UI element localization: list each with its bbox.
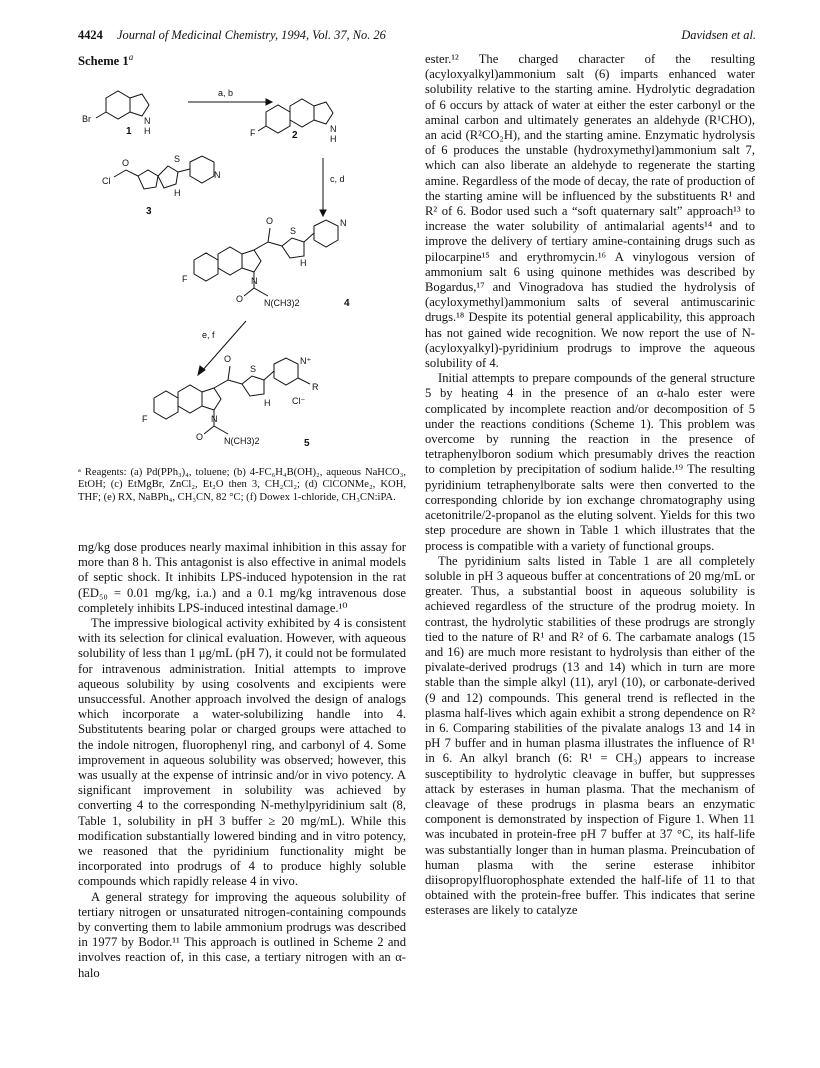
chloride-counterion-label: Cl⁻ (292, 396, 306, 406)
compound-2-label: 2 (292, 130, 298, 141)
n-atom-label: N (214, 170, 221, 180)
nme2-group-label: N(CH3)2 (224, 436, 260, 446)
compound-5-structure (154, 358, 310, 434)
scheme-footnote: ᵃ Reagents: (a) Pd(PPh₃)₄, toluene; (b) 4-FC₆H₄B(OH)₂, aqueous NaHCO₃, EtOH; (c) EtMgBr, ZnCl₂, Et₂O then 3, CH₂Cl₂; (d) ClCONMe₂, KOH, THF; (e) RX, NaBPh₄, CH₃CN, 82 °C; (f) Dowex 1-chloride, CH₃CN:iPA. (78, 467, 406, 503)
h-atom-label: H (330, 134, 337, 144)
o-atom-label: O (224, 354, 232, 364)
reagents-step-2: c, d (330, 174, 345, 184)
o-atom-label: O (266, 216, 274, 226)
cl-atom-label: Cl (102, 176, 111, 186)
n-atom-label: N (251, 276, 258, 286)
paragraph: ester.¹² The charged character of the resulting (acyloxyalkyl)ammonium salt (6) imparts enhanced water solubility relative to the starting amine. Hydrolytic degradation of 6 occurs by attack of water at either the ester carbonyl or the aminal carbon and ultimately generates an aldehyde (R¹CHO), an acid (R²CO₂H), and the starting amine. Enzymatic hydrolysis of 6 produces the unstable (hydroxymethyl)ammonium salt 7, which can also liberate an aldehyde to regenerate the starting amine. Regardless of the mode of decay, the rate of production of the starting amine will be influenced by the substituents R¹ and R² of 6. Bodor used such a “soft quaternary salt” approach¹³ to increase the water solubility of antimalarial agents¹⁴ and to improve the delivery of tertiary amine-containing drugs such as pilocarpine¹⁵ and erythromycin.¹⁶ A vinylogous version of ammonium salt 6 using quinone methides was described by Bogardus,¹⁷ and Vinogradova has studied the hydrolysis of (acyloxymethyl)ammonium salts of several antimuscarinic drugs.¹⁸ Despite its potential general applicability, this approach has not gained wide recognition. We now report the use of N-(acyloxyalkyl)-pyridinium prodrugs to improve the aqueous solubility of 4. (425, 52, 755, 371)
r-group-label: R (312, 382, 319, 392)
compound-3-label: 3 (146, 206, 152, 217)
page-number: 4424 (78, 28, 103, 42)
n-atom-label: N (330, 124, 337, 134)
reagents-step-3: e, f (202, 330, 215, 340)
nme2-group-label: N(CH3)2 (264, 298, 300, 308)
s-atom-label: S (174, 154, 181, 164)
compound-4-label: 4 (344, 298, 350, 309)
compound-2-structure (258, 99, 333, 133)
nplus-atom-label: N⁺ (300, 356, 312, 366)
f-atom-label: F (250, 128, 256, 138)
running-authors: Davidsen et al. (681, 28, 756, 42)
f-atom-label: F (182, 274, 188, 284)
compound-5-label: 5 (304, 438, 310, 449)
page-header (0, 28, 820, 48)
h-atom-label: H (144, 126, 151, 136)
compound-1-structure (96, 91, 149, 119)
o-atom-label: O (196, 432, 204, 442)
h-atom-label: H (264, 398, 271, 408)
br-atom-label: Br (82, 114, 91, 124)
s-atom-label: S (250, 364, 257, 374)
paragraph: The pyridinium salts listed in Table 1 are all completely soluble in pH 3 aqueous buffer at concentrations of 20 mg/mL or greater. Thus, a substantial boost in aqueous solubility is achieved regardless of the structure of the prodrug moiety. In contrast, the hydrolytic stabilities of these prodrugs are strongly tied to the nature of R¹ and R² of 6. The carbamate analogs (15 and 16) are much more resistant to hydrolysis than either of the pivalate-derived prodrugs (13 and 14) which in turn are more stable than the simple alkyl (11), aryl (10), or carbonate-derived (9 and 12) compounds. This general trend is reflected in the plasma half-lives which again exhibit a strong dependence on R² in 6. Comparing stabilities of the pivalate analogs 13 and 14 in pH 7 buffer and in human plasma illustrates the influence of R¹ in 6. An alkyl branch (6: R¹ = CH₃) appears to increase susceptibility to hydrolytic cleavage in buffer, but suppresses attack by esterases in human plasma. That the mechanism of cleavage of these prodrugs in plasma bears an enzymatic component is demonstrated by inspection of Figure 1. When 11 was incubated in protein-free pH 7 buffer at 37 °C, its half-life was substantially longer than in human plasma. Preincubation of human plasma with the serine esterase inhibitor diisopropylfluorophosphate extended the half-life of 11 to that obtained with the protein-free buffer. This indicates that serine esterases are likely to catalyze (425, 553, 755, 918)
left-column (78, 540, 406, 981)
compound-4-structure (194, 220, 338, 296)
scheme-title: Scheme 1$^a$ (78, 52, 134, 69)
paragraph: The impressive biological activity exhibited by 4 is consistent with its selection for clinical evaluation. However, with aqueous solubility of less than 1 μg/mL (pH 7), it could not be formulated for intravenous administration. Initial attempts to improve aqueous solubility by using cosolvents and excipients were unsuccessful. Another approach involved the design of analogs which incorporate a water-solubilizing handle into 4. Substitutents bearing polar or charged groups were attached to the indole nitrogen, fluorophenyl ring, and carbonyl of 4. Some improvement in aqueous solubility was observed; however, this was usually at the expense of intrinsic and/or in vivo potency. A significant improvement in solubility was achieved by converting 4 to the corresponding N-methylpyridinium salt (8, Table 1, solubility in pH 3 buffer ≥ 20 mg/mL). While this modification substantially lowered binding and in vitro potency, we reasoned that the pyridinium functionality might be incorporated into prodrugs of 4 to produce highly soluble compounds which rapidly release 4 in vivo. (78, 616, 406, 889)
n-atom-label: N (211, 414, 218, 424)
paragraph: Initial attempts to prepare compounds of the general structure 5 by heating 4 in the presence of an α-halo ester were complicated by incomplete reaction and/or decomposition of 5 under the reactions conditions (Scheme 1). This problem was overcome by running the reaction in the presence of tetraphenylboron sodium which presumably drives the reaction to completion by precipitation of sodium halide.¹⁹ The resulting pyridinium tetraphenylborate salts were then converted to the corresponding chloride by ion exchange chromatography using acetonitrile/2-propanol as the eluting solvent. Yields for this two step procedure are shown in Table 1 which illustrates that the process is compatible with a variety of functional groups. (425, 371, 755, 553)
f-atom-label: F (142, 414, 148, 424)
n-atom-label: N (144, 116, 151, 126)
h-atom-label: H (300, 258, 307, 268)
reagents-step-1: a, b (218, 88, 234, 98)
s-atom-label: S (290, 226, 297, 236)
o-atom-label: O (122, 158, 130, 168)
paragraph: mg/kg dose produces nearly maximal inhibition in this assay for more than 8 h. This antagonist is also effective in animal models of septic shock. It inhibits LPS-induced hypotension in the rat (ED₅₀ = 0.01 mg/kg, i.a.) and a 0.1 mg/kg intravenous dose completely inhibits LPS-induced intestinal damage.¹⁰ (78, 540, 406, 615)
journal-citation: Journal of Medicinal Chemistry, 1994, Vol. 37, No. 26 (117, 28, 386, 42)
o-atom-label: O (236, 294, 244, 304)
n-atom-label: N (340, 218, 347, 228)
h-atom-label: H (174, 188, 181, 198)
reaction-scheme (78, 66, 408, 466)
right-column (425, 52, 755, 919)
paragraph: A general strategy for improving the aqueous solubility of tertiary nitrogen or unsaturated nitrogen-containing compounds by converting them to labile ammonium prodrugs was described in 1977 by Bodor.¹¹ This approach is outlined in Scheme 2 and involves reaction of, in this case, a tertiary nitrogen with an α-halo (78, 889, 406, 980)
compound-1-label: 1 (126, 126, 132, 137)
